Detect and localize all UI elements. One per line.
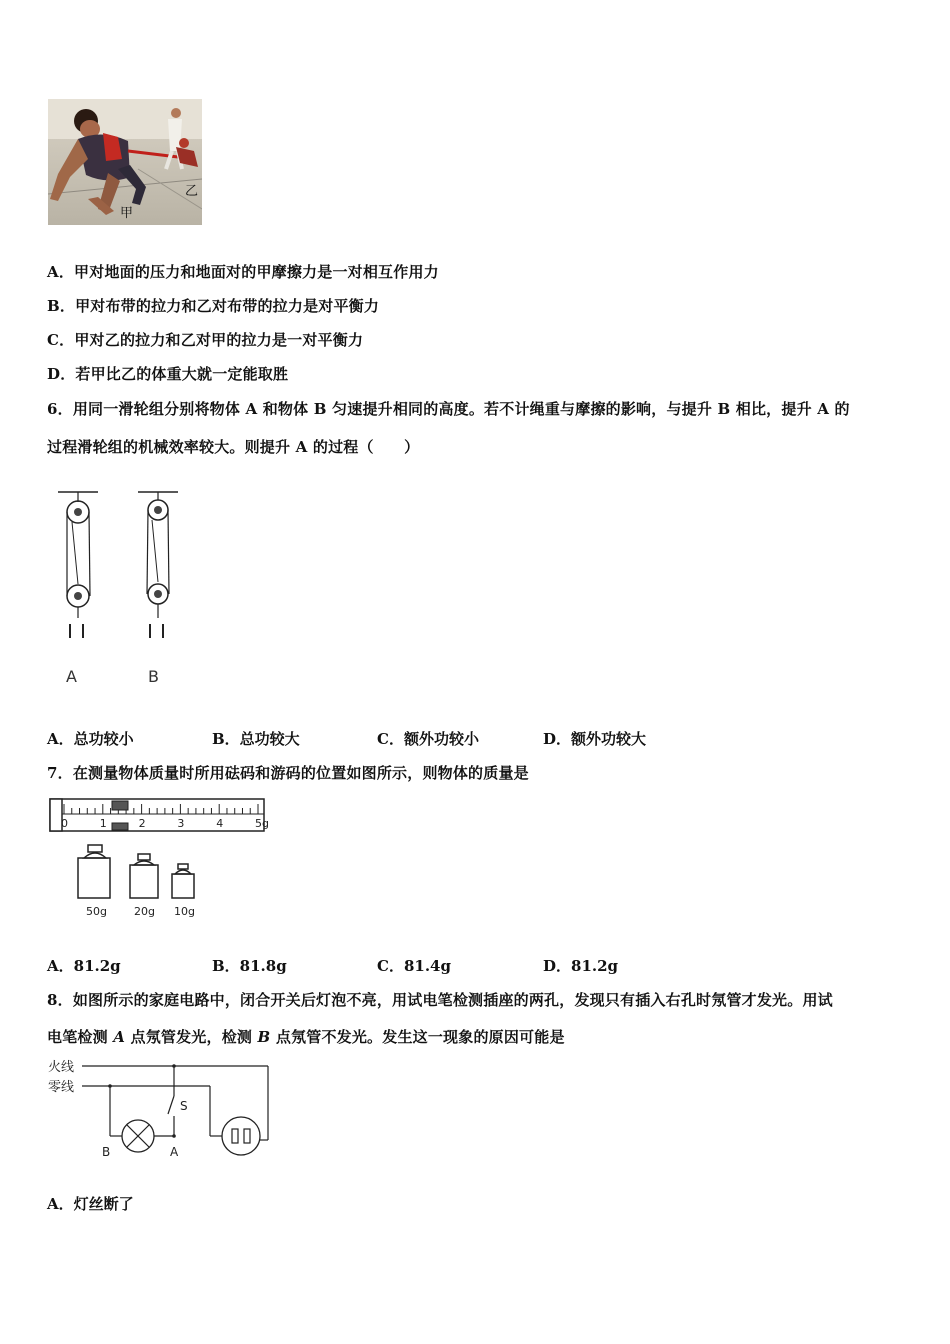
q7-option-a: A．81.2g bbox=[47, 957, 121, 975]
pulley-figure bbox=[50, 486, 190, 691]
label-jia: 甲 bbox=[120, 206, 134, 221]
q6-stem-line2: 过程滑轮组的机械效率较大。则提升 A 的过程（ ） bbox=[47, 438, 420, 456]
switch-label: S bbox=[180, 1099, 188, 1113]
q8-stem-line1: 8．如图所示的家庭电路中，闭合开关后灯泡不亮，用试电笔检测插座的两孔，发现只有插入右孔时氖管才发光。用试 bbox=[47, 991, 833, 1009]
q8-stem-line2 bbox=[47, 1026, 565, 1047]
q8-stem-part3: 点氖管不发光。发生这一现象的原因可能是 bbox=[270, 1028, 565, 1046]
weight-label-10g: 10g bbox=[174, 905, 195, 918]
weight-20g bbox=[130, 854, 158, 898]
ruler-tick-label: 3 bbox=[177, 817, 185, 830]
weight-label-50g: 50g bbox=[86, 905, 107, 918]
q7-stem: 7．在测量物体质量时所用砝码和游码的位置如图所示，则物体的质量是 bbox=[47, 764, 529, 782]
ruler-tick-label: 0 bbox=[61, 817, 68, 830]
socket-icon bbox=[222, 1117, 260, 1155]
weight-50g bbox=[78, 845, 110, 898]
q6-option-c: C．额外功较小 bbox=[377, 730, 479, 748]
q5-option-d: D．若甲比乙的体重大就一定能取胜 bbox=[47, 365, 289, 383]
q8-point-a-ref: A bbox=[113, 1028, 126, 1046]
point-a-label: A bbox=[170, 1145, 179, 1159]
q7-option-b: B．81.8g bbox=[212, 957, 287, 975]
q5-option-c: C．甲对乙的拉力和乙对甲的拉力是一对平衡力 bbox=[47, 331, 364, 349]
q5-option-a: A．甲对地面的压力和地面对的甲摩擦力是一对相互作用力 bbox=[47, 263, 439, 281]
neutral-wire-label: 零线 bbox=[48, 1080, 75, 1095]
switch-icon bbox=[168, 1096, 174, 1114]
weight-10g bbox=[172, 864, 194, 898]
weight-label-20g: 20g bbox=[134, 905, 155, 918]
point-b-label: B bbox=[102, 1145, 111, 1159]
q6-stem-line1: 6．用同一滑轮组分别将物体 A 和物体 B 匀速提升相同的高度。若不计绳重与摩擦的影响，与提升 B 相比，提升 A 的 bbox=[47, 400, 850, 418]
q6-option-a: A．总功较小 bbox=[47, 730, 134, 748]
q8-option-a: A．灯丝断了 bbox=[47, 1195, 134, 1213]
pulley-label-b: B bbox=[148, 667, 159, 686]
label-yi: 乙 bbox=[185, 184, 199, 199]
q6-option-d: D．额外功较大 bbox=[543, 730, 647, 748]
q8-stem-part2: 点氖管发光，检测 bbox=[125, 1028, 258, 1046]
pulley-label-a: A bbox=[66, 667, 77, 686]
q8-point-b-ref: B bbox=[257, 1028, 271, 1046]
balance-figure bbox=[48, 794, 270, 924]
q5-option-b: B．甲对布带的拉力和乙对布带的拉力是对平衡力 bbox=[47, 297, 380, 315]
q8-stem-part1: 电笔检测 bbox=[47, 1028, 114, 1046]
q7-option-c: C．81.4g bbox=[377, 957, 451, 975]
live-wire-label: 火线 bbox=[48, 1060, 75, 1075]
ruler-tick-label: 4 bbox=[216, 817, 224, 830]
ruler-tick-label: 5g bbox=[255, 817, 269, 830]
circuit-diagram bbox=[46, 1054, 274, 1164]
q6-option-b: B．总功较大 bbox=[212, 730, 300, 748]
tug-of-war-photo bbox=[48, 99, 202, 225]
q7-option-d: D．81.2g bbox=[543, 957, 619, 975]
ruler-tick-label: 2 bbox=[138, 817, 146, 830]
ruler-tick-label: 1 bbox=[99, 817, 107, 830]
